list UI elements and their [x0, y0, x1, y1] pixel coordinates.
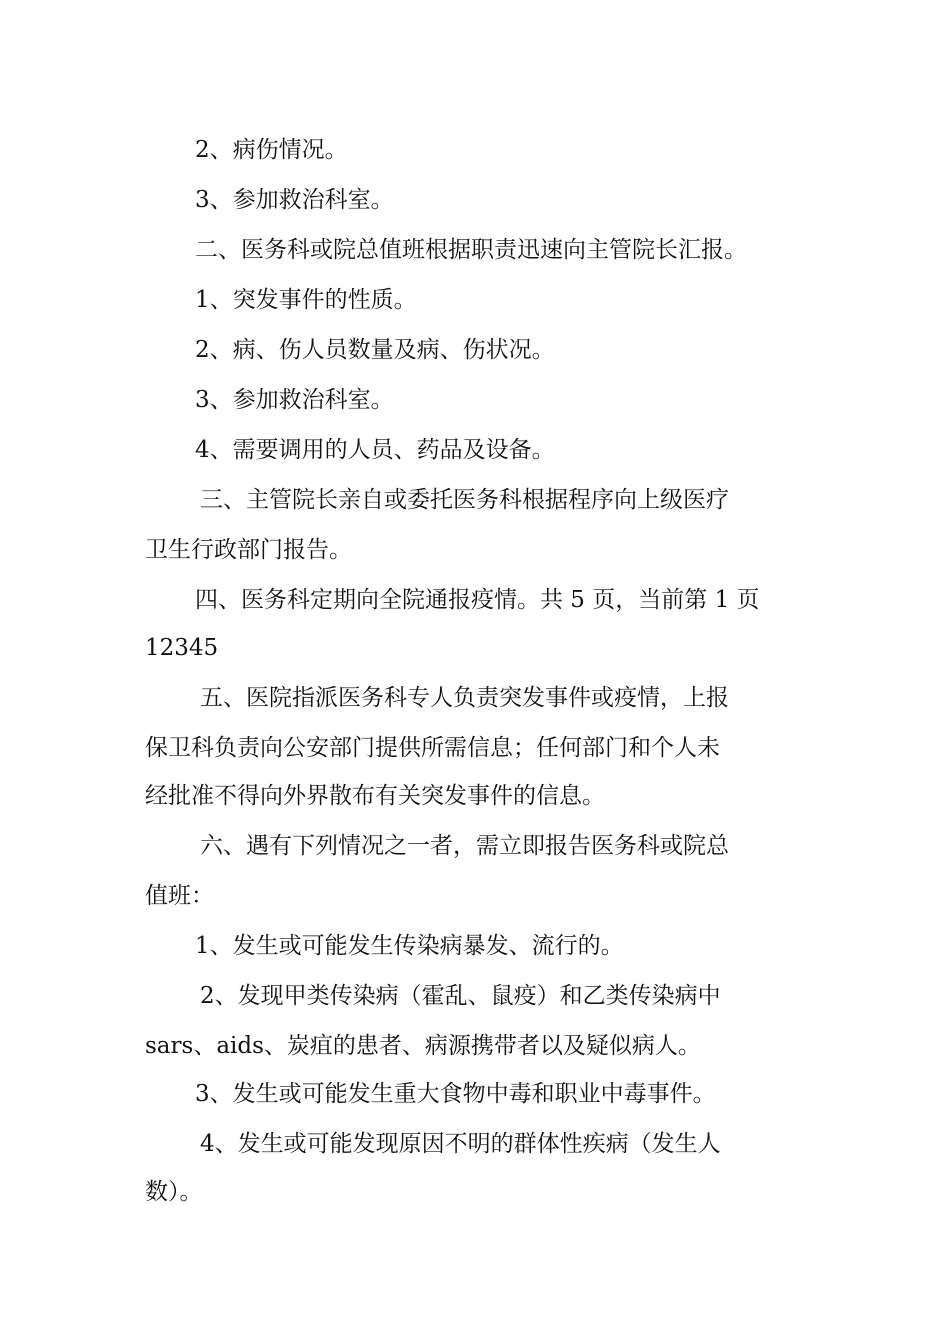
document-line: 二、医务科或院总值班根据职责迅速向主管院长汇报。 [195, 237, 747, 263]
document-line: sars、aids、炭疽的患者、病源携带者以及疑似病人。 [145, 1033, 701, 1059]
document-line: 3、参加救治科室。 [195, 387, 394, 413]
document-line: 数）。 [145, 1179, 203, 1205]
document-line: 1、发生或可能发生传染病暴发、流行的。 [195, 933, 624, 959]
document-line: 4、需要调用的人员、药品及设备。 [195, 437, 555, 463]
document-line: 六、遇有下列情况之一者，需立即报告医务科或院总 [200, 833, 729, 859]
document-line: 经批准不得向外界散布有关突发事件的信息。 [145, 783, 605, 809]
document-line: 2、病、伤人员数量及病、伤状况。 [195, 337, 555, 363]
document-line: 四、医务科定期向全院通报疫情。共 5 页，当前第 1 页 [195, 587, 760, 613]
document-line: 三、主管院长亲自或委托医务科根据程序向上级医疗 [200, 487, 729, 513]
document-line: 1、突发事件的性质。 [195, 287, 417, 313]
document-line: 4、发生或可能发现原因不明的群体性疾病（发生人 [200, 1131, 721, 1157]
document-line: 2、发现甲类传染病（霍乱、鼠疫）和乙类传染病中 [200, 983, 721, 1009]
document-line: 值班： [145, 883, 214, 909]
document-line: 3、发生或可能发生重大食物中毒和职业中毒事件。 [195, 1081, 716, 1107]
document-line: 五、医院指派医务科专人负责突发事件或疫情，上报 [200, 685, 729, 711]
document-line: 12345 [145, 635, 219, 661]
document-line: 3、参加救治科室。 [195, 187, 394, 213]
document-line: 卫生行政部门报告。 [145, 537, 352, 563]
document-line: 2、病伤情况。 [195, 137, 348, 163]
document-line: 保卫科负责向公安部门提供所需信息；任何部门和个人未 [145, 735, 720, 761]
